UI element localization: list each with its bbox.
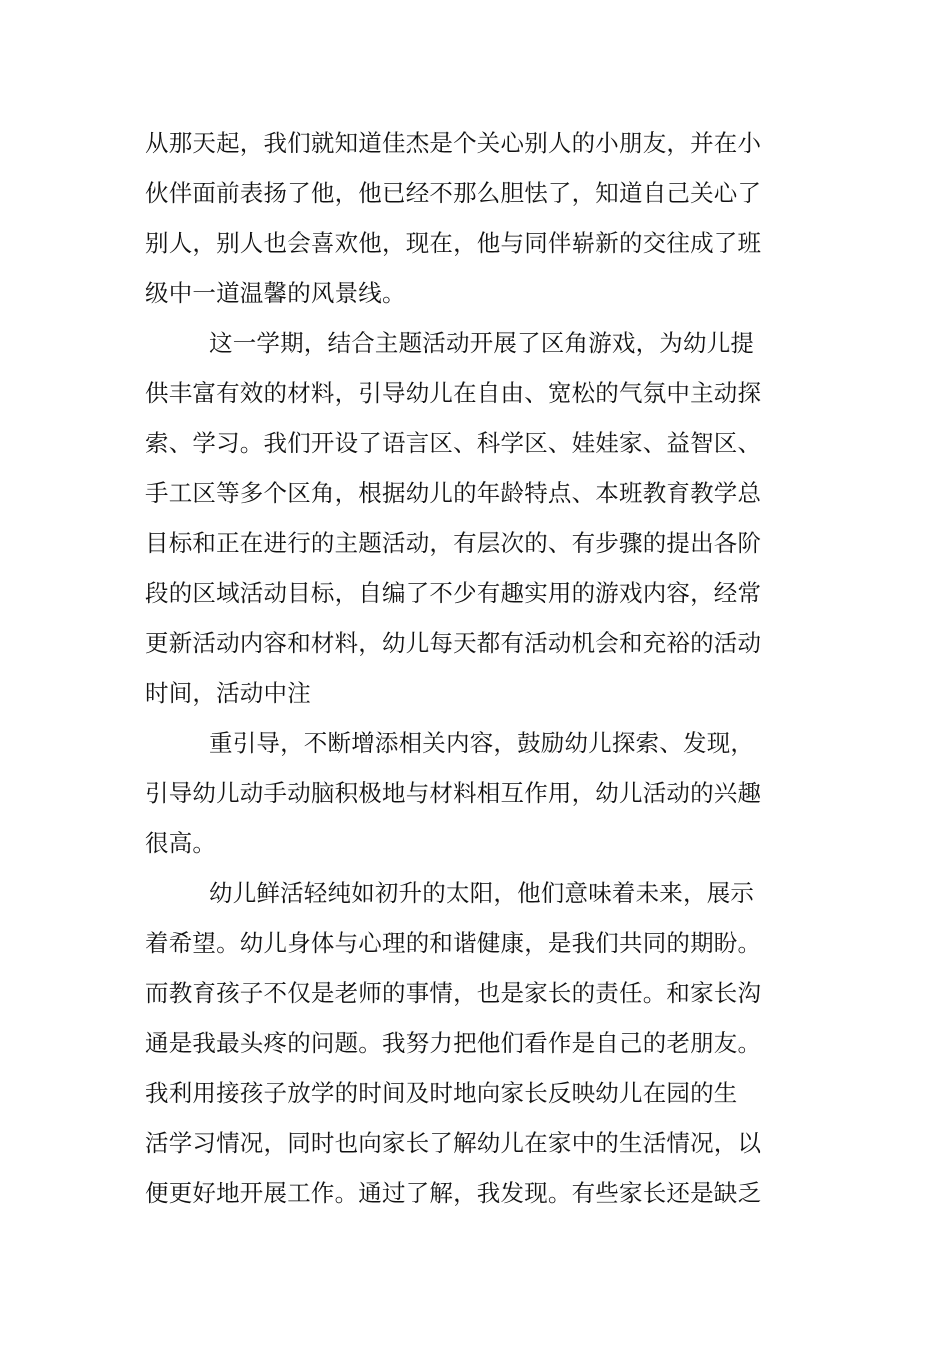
text-line: 时间，活动中注 <box>145 679 311 707</box>
text-line: 供丰富有效的材料，引导幼儿在自由、宽松的气氛中主动探 <box>145 379 762 407</box>
text-line: 伙伴面前表扬了他，他已经不那么胆怯了，知道自己关心了 <box>145 179 762 207</box>
text-line: 这一学期，结合主题活动开展了区角游戏，为幼儿提 <box>209 329 755 357</box>
paragraph-3 <box>145 718 762 868</box>
text-line: 目标和正在进行的主题活动，有层次的、有步骤的提出各阶 <box>145 529 762 557</box>
paragraph-1 <box>145 118 762 318</box>
text-line: 别人，别人也会喜欢他，现在，他与同伴崭新的交往成了班 <box>145 229 762 257</box>
text-line: 很高。 <box>145 829 217 857</box>
text-line: 我利用接孩子放学的时间及时地向家长反映幼儿在园的生 <box>145 1079 738 1107</box>
text-line: 通是我最头疼的问题。我努力把他们看作是自己的老朋友。 <box>145 1029 762 1057</box>
document-body <box>145 118 762 1218</box>
text-line: 手工区等多个区角，根据幼儿的年龄特点、本班教育教学总 <box>145 479 762 507</box>
text-line: 引导幼儿动手动脑积极地与材料相互作用，幼儿活动的兴趣 <box>145 779 762 807</box>
text-line: 活学习情况，同时也向家长了解幼儿在家中的生活情况，以 <box>145 1129 762 1157</box>
text-line: 级中一道温馨的风景线。 <box>145 279 406 307</box>
paragraph-4 <box>145 868 762 1218</box>
text-line: 而教育孩子不仅是老师的事情，也是家长的责任。和家长沟 <box>145 979 762 1007</box>
paragraph-2 <box>145 318 762 718</box>
text-line: 重引导，不断增添相关内容，鼓励幼儿探索、发现， <box>209 729 755 757</box>
text-line: 便更好地开展工作。通过了解，我发现。有些家长还是缺乏 <box>145 1179 762 1207</box>
text-line: 着希望。幼儿身体与心理的和谐健康，是我们共同的期盼。 <box>145 929 762 957</box>
text-line: 更新活动内容和材料，幼儿每天都有活动机会和充裕的活动 <box>145 629 762 657</box>
text-line: 段的区域活动目标，自编了不少有趣实用的游戏内容，经常 <box>145 579 762 607</box>
text-line: 幼儿鲜活轻纯如初升的太阳，他们意味着未来，展示 <box>209 879 755 907</box>
text-line: 索、学习。我们开设了语言区、科学区、娃娃家、益智区、 <box>145 429 762 457</box>
text-line: 从那天起，我们就知道佳杰是个关心别人的小朋友，并在小 <box>145 129 762 157</box>
